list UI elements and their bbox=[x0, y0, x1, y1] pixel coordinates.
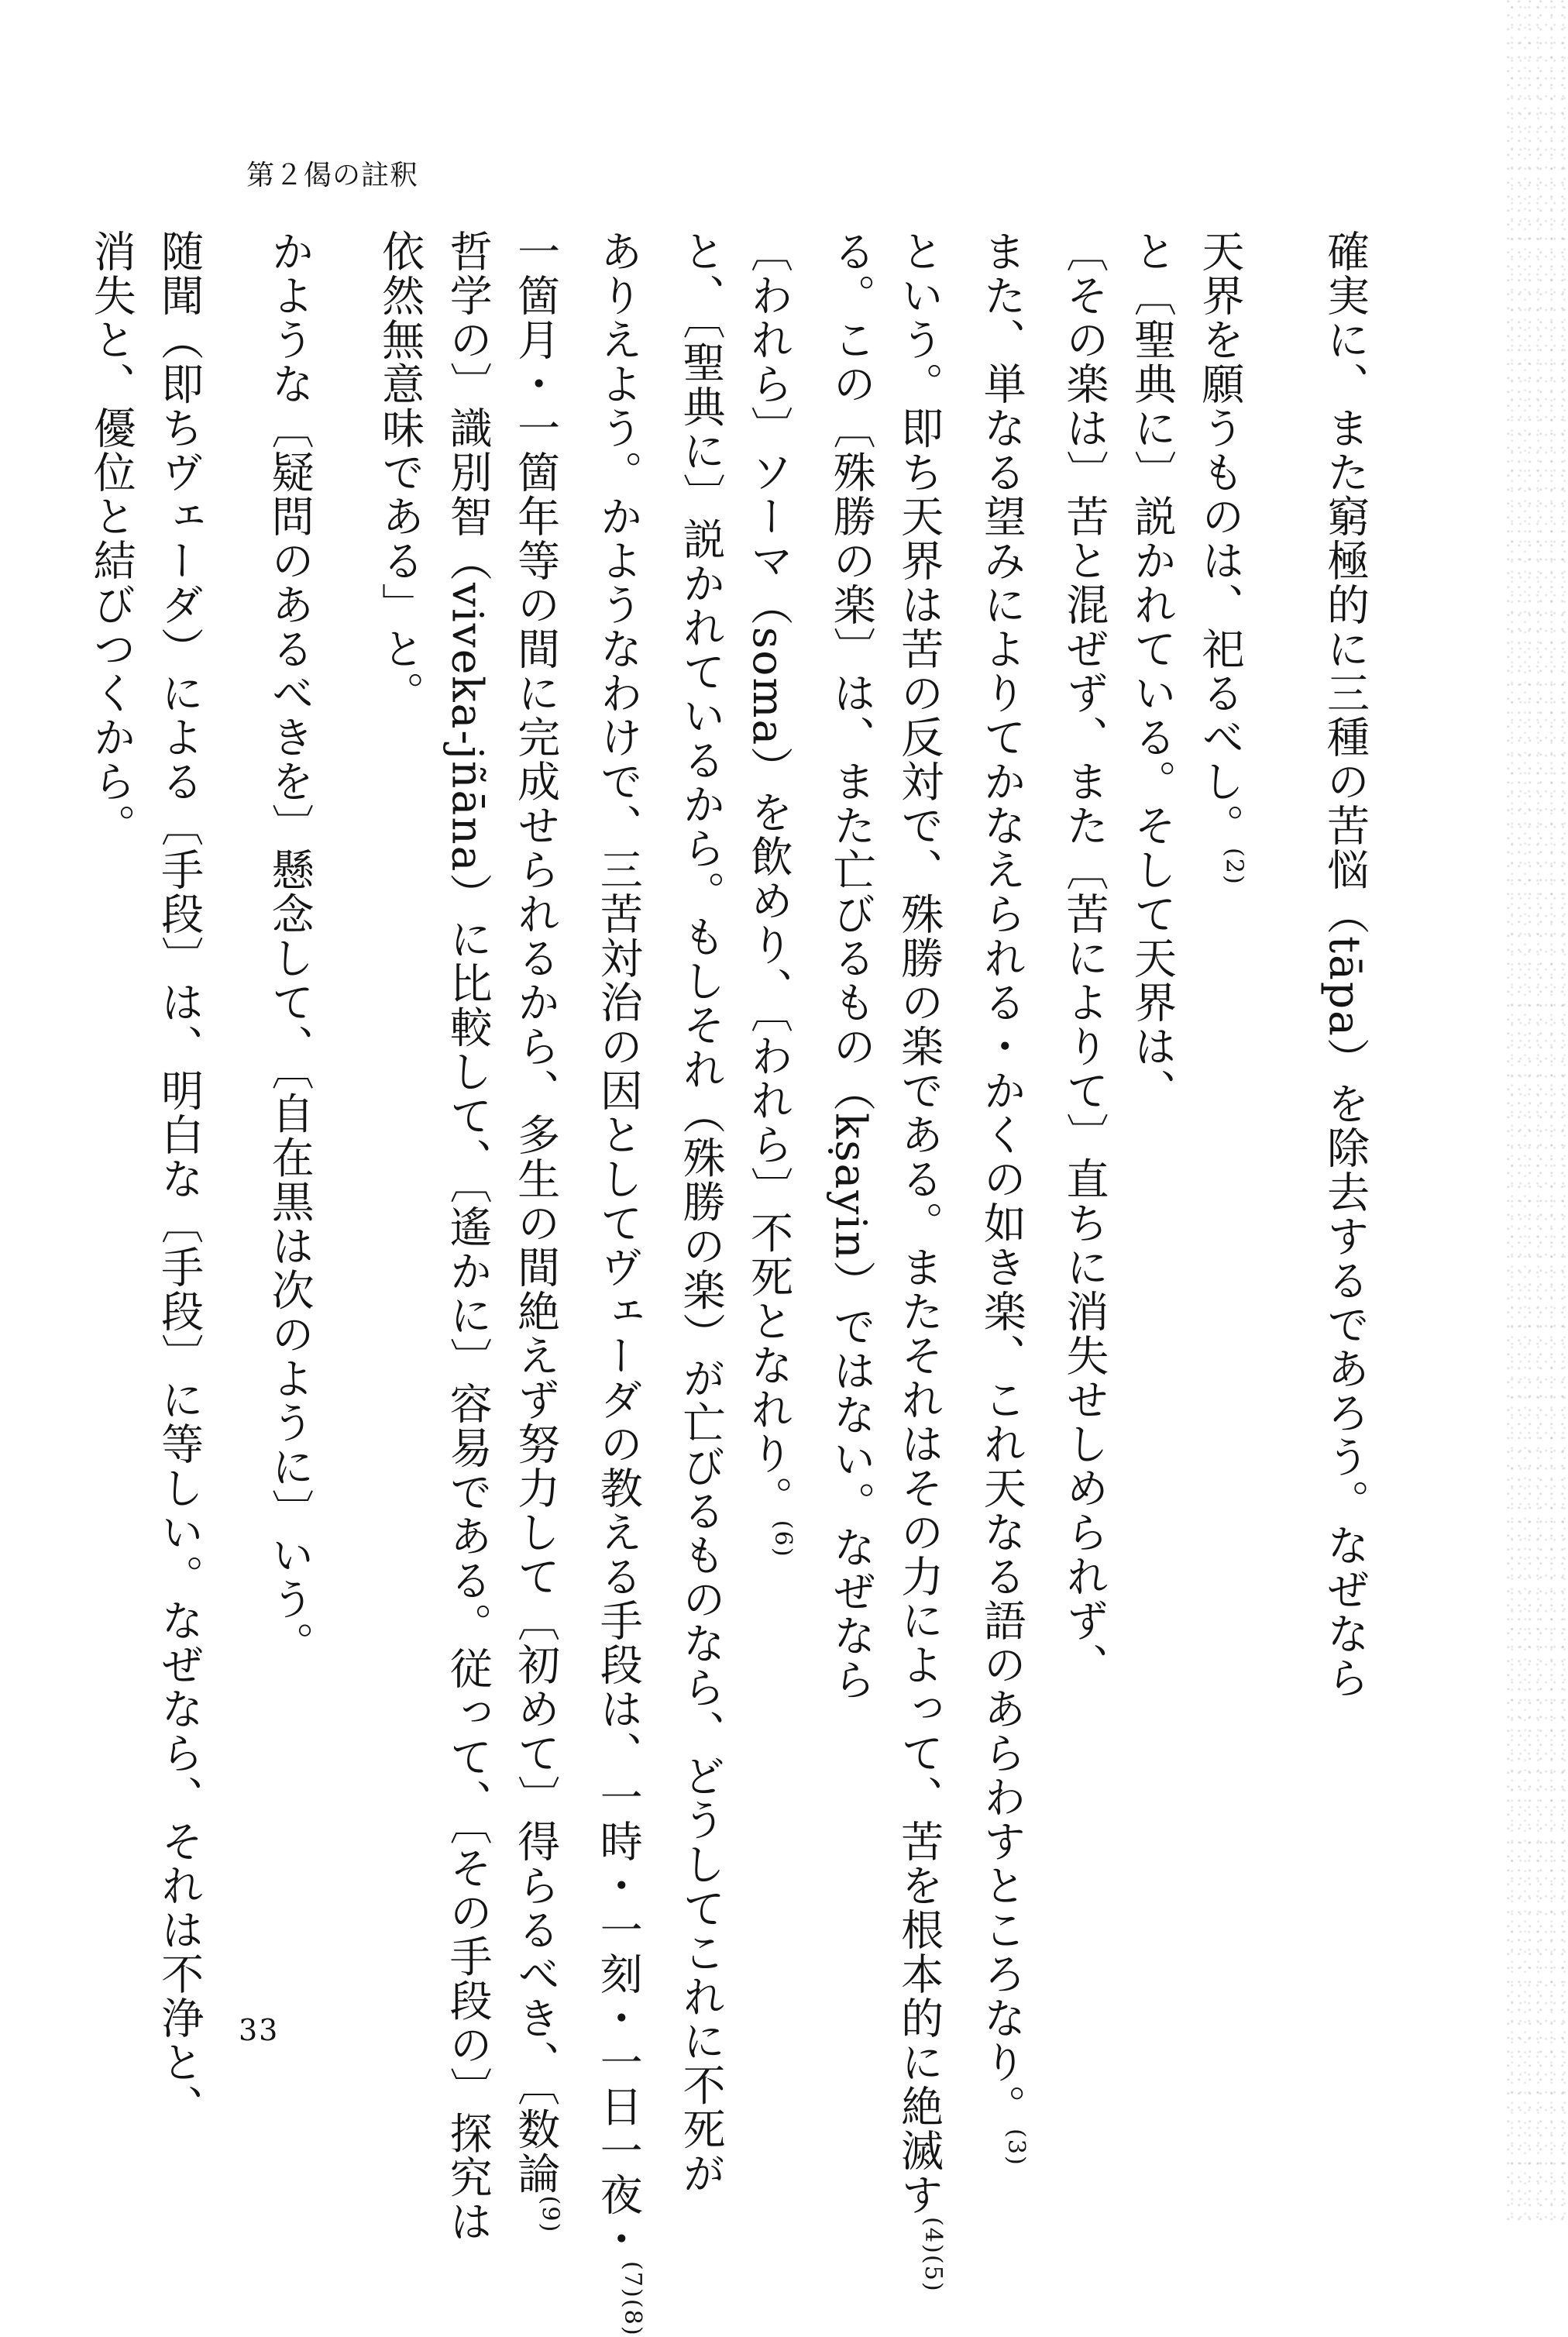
text-column-2 bbox=[1185, 229, 1311, 2004]
quote-text: 天界を願うものは、祀るべし。 bbox=[1195, 229, 1245, 848]
text-column-7: る。この〔殊勝の楽〕は、また亡びるもの（kṣayin）ではない。なぜなら bbox=[826, 229, 876, 1702]
quote-text: また、単なる望みによりてかなえられる・かくの如き楽、これ天なる語のあらわすところなり。 bbox=[976, 229, 1026, 2129]
footnote-marker: (7) bbox=[618, 2261, 646, 2299]
footnote-marker: (9) bbox=[536, 2195, 564, 2234]
running-header: 第２偈の註釈 bbox=[246, 160, 419, 191]
text-column-9: と、〔聖典に〕説かれているから。もしそれ（殊勝の楽）が亡びるものなら、どうしてこれに不死が bbox=[676, 229, 726, 2196]
text-column-13: 依然無意味である」と。 bbox=[375, 229, 425, 715]
text-column-5 bbox=[967, 229, 1050, 2167]
text-column-11 bbox=[501, 229, 584, 2234]
text-column-10 bbox=[583, 229, 666, 2337]
text-column-14: かような〔疑問のあるべきを〕懸念して、〔自在黒は次のように〕いう。 bbox=[264, 229, 315, 1666]
footnote-marker: (8) bbox=[618, 2298, 646, 2337]
text-column-3: と〔聖典に〕説かれている。そして天界は、 bbox=[1126, 229, 1177, 1113]
text-column-4: 〔その楽は〕苦と混ぜず、また〔苦によりて〕直ちに消失せしめられず、 bbox=[1059, 229, 1109, 1687]
footnote-marker: (6) bbox=[769, 1520, 797, 1558]
text-column-12: 哲学の〕識別智（viveka-jñāna）に比較して、〔遙かに〕容易である。従って、〔その手段の〕探究は bbox=[442, 229, 493, 2244]
text-column-16: 消失と、優位と結びつくから。 bbox=[86, 229, 136, 848]
body-text-line: 一箇月・一箇年等の間に完成せられるから、多生の間絶えず努力して〔初めて〕得らるべき、〔数論 bbox=[511, 229, 561, 2196]
body-text-line: ありえよう。かようなわけで、三苦対治の因としてヴェーダの教える手段は、一時・一刻・一日一夜・ bbox=[593, 229, 643, 2261]
body-text-line: という。即ち天界は苦の反対で、殊勝の楽である。またそれはその力によって、苦を根本的に絶滅す bbox=[894, 229, 944, 2217]
footnote-marker: (2) bbox=[1220, 848, 1248, 886]
text-column-6 bbox=[885, 229, 968, 2293]
text-column-8 bbox=[734, 229, 817, 2004]
scan-edge-noise bbox=[1506, 0, 1568, 2221]
text-column-15: 随聞（即ちヴェーダ）による〔手段〕は、明白な〔手段〕に等しい。なぜなら、それは不浄と、 bbox=[154, 229, 205, 2129]
footnote-marker: (3) bbox=[1002, 2129, 1030, 2167]
footnote-marker: (5) bbox=[920, 2254, 947, 2293]
footnote-marker: (4) bbox=[920, 2217, 947, 2255]
quote-text: 〔われら〕ソーマ（soma）を飲めり、〔われら〕不死となれり。 bbox=[743, 229, 793, 1520]
text-column-1: 確実に、また窮極的に三種の苦悩（tāpa）を除去するであろう。なぜなら bbox=[1320, 229, 1370, 1700]
page-number: 33 bbox=[239, 2013, 280, 2047]
